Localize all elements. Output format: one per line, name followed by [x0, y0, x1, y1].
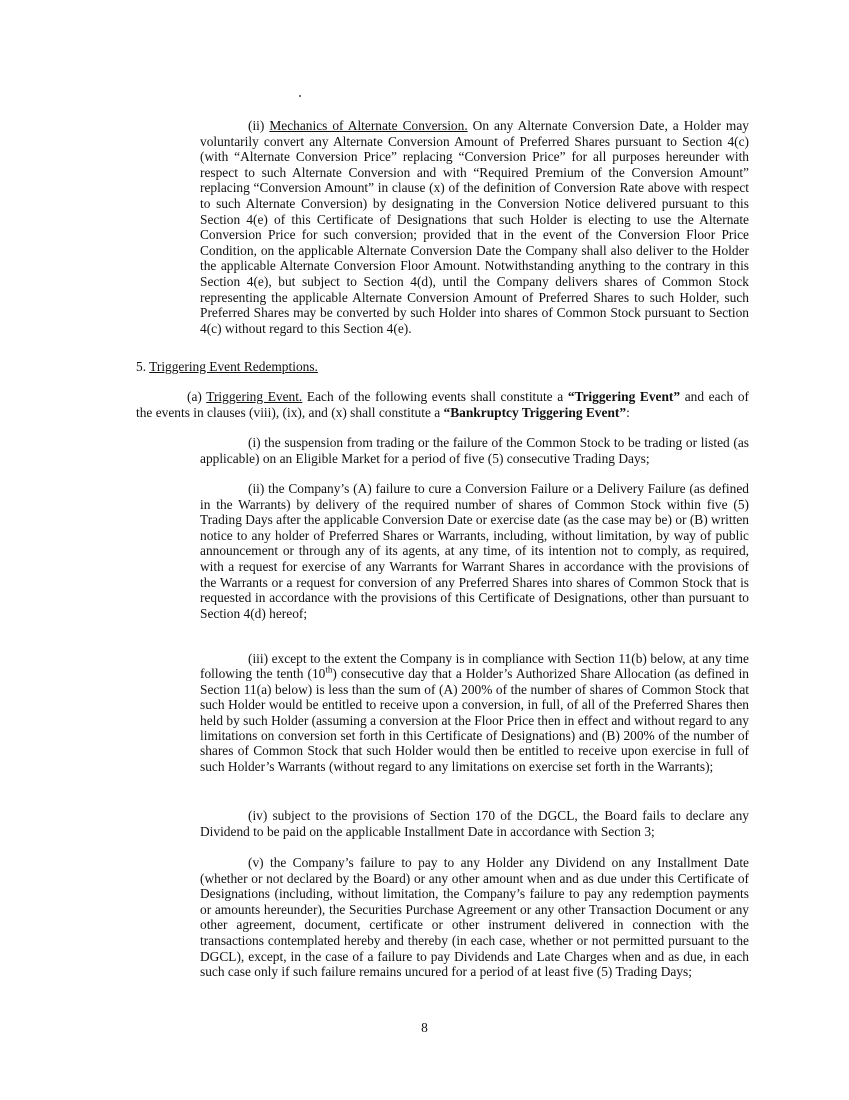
- term-bankruptcy-triggering-event: “Bankruptcy Triggering Event”: [443, 404, 627, 420]
- event-i: (i) the suspension from trading or the failure of the Common Stock to be trading or listed (as applicable) on an Eligible Market for a period of five (5) consecutive Trading Days;: [200, 435, 749, 466]
- event-iii: (iii) except to the extent the Company is in compliance with Section 11(b) below, at any time following the tenth (10th) consecutive day that a Holder’s Authorized Share Allocation (as defined in Section 11(a) below) is less than the sum of (A) 200% of the number of shares of Common Stock that such Holder would be entitled to receive upon a conversion, in full, of all of the Preferred Shares then held by such Holder (assuming a conversion at the Floor Price then in effect and without regard to any limitations on conversion set forth in this Certificate of Designations) and (B) 200% of the number of shares of Common Stock that such Holder would then be entitled to receive upon exercise in full of such Holder’s Warrants (without regard to any limitations on exercise set forth in the Warrants);: [200, 651, 749, 774]
- mechanics-heading: Mechanics of Alternate Conversion.: [269, 118, 468, 133]
- term-triggering-event: “Triggering Event”: [567, 389, 681, 404]
- triggering-event-heading: Triggering Event.: [206, 389, 303, 404]
- event-iv: (iv) subject to the provisions of Section 170 of the DGCL, the Board fails to declare any Dividend to be paid on the applicable Installment Date in accordance with Section 3;: [200, 808, 749, 839]
- page-number: 8: [421, 1020, 428, 1035]
- paragraph-ii-mechanics: (ii) Mechanics of Alternate Conversion. On any Alternate Conversion Date, a Holder may voluntarily convert any Alternate Conversion Amount of Preferred Shares pursuant to Section 4(c) (with “Alternate Conversion Price” replacing “Conversion Price” for all purposes hereunder with respect to such Alternate Conversion and with “Required Premium of the Conversion Amount” replacing “Conversion Amount” in clause (x) of the definition of Conversion Rate above with respect to such Alternate Conversion) by designating in the Conversion Notice delivered pursuant to this Section 4(e) of this Certificate of Designations that such Holder is electing to use the Alternate Conversion Price for such conversion; provided that in the event of the Conversion Floor Price Condition, on the applicable Alternate Conversion Date the Company shall also deliver to the Holder the applicable Alternate Conversion Floor Amount. Notwithstanding anything to the contrary in this Section 4(e), but subject to Section 4(d), until the Company delivers shares of Common Stock representing the applicable Alternate Conversion Amount of Preferred Shares to such Holder, such Preferred Shares may be converted by such Holder into shares of Common Stock pursuant to Section 4(c) without regard to this Section 4(e).: [200, 118, 749, 336]
- paragraph-5a: (a) Triggering Event. Each of the following events shall constitute a “Triggering Event” and each of the events in clauses (viii), (ix), and (x) shall constitute a “Bankruptcy Triggering Event”:: [136, 389, 749, 420]
- event-ii: (ii) the Company’s (A) failure to cure a Conversion Failure or a Delivery Failure (as defined in the Warrants) by delivery of the required number of shares of Common Stock within five (5) Trading Days after the applicable Conversion Date or exercise date (as the case may be) or (B) written notice to any holder of Preferred Shares or Warrants, including, without limitation, by way of public announcement or through any of its agents, at any time, of its intention not to comply, as required, with a request for exercise of any Warrants for Warrant Shares in accordance with the provisions of the Warrants or a request for conversion of any Preferred Shares into shares of Common Stock that is requested in accordance with the provisions of this Certificate of Designations, other than pursuant to Section 4(d) hereof;: [200, 481, 749, 621]
- event-v: (v) the Company’s failure to pay to any Holder any Dividend on any Installment Date (whether or not declared by the Board) or any other amount when and as due under this Certificate of Designations (including, without limitation, the Company’s failure to pay any redemption payments or amounts hereunder), the Securities Purchase Agreement or any other Transaction Document or any other agreement, document, certificate or other instrument delivered in connection with the transactions contemplated hereby and thereby (in each case, whether or not permitted pursuant to the DGCL), except, in the case of a failure to pay Dividends and Late Charges when and as due, in each such case only if such failure remains uncured for a period of at least five (5) Trading Days;: [200, 855, 749, 980]
- stray-mark: [299, 95, 301, 97]
- section-5-heading: 5. Triggering Event Redemptions.: [136, 359, 318, 374]
